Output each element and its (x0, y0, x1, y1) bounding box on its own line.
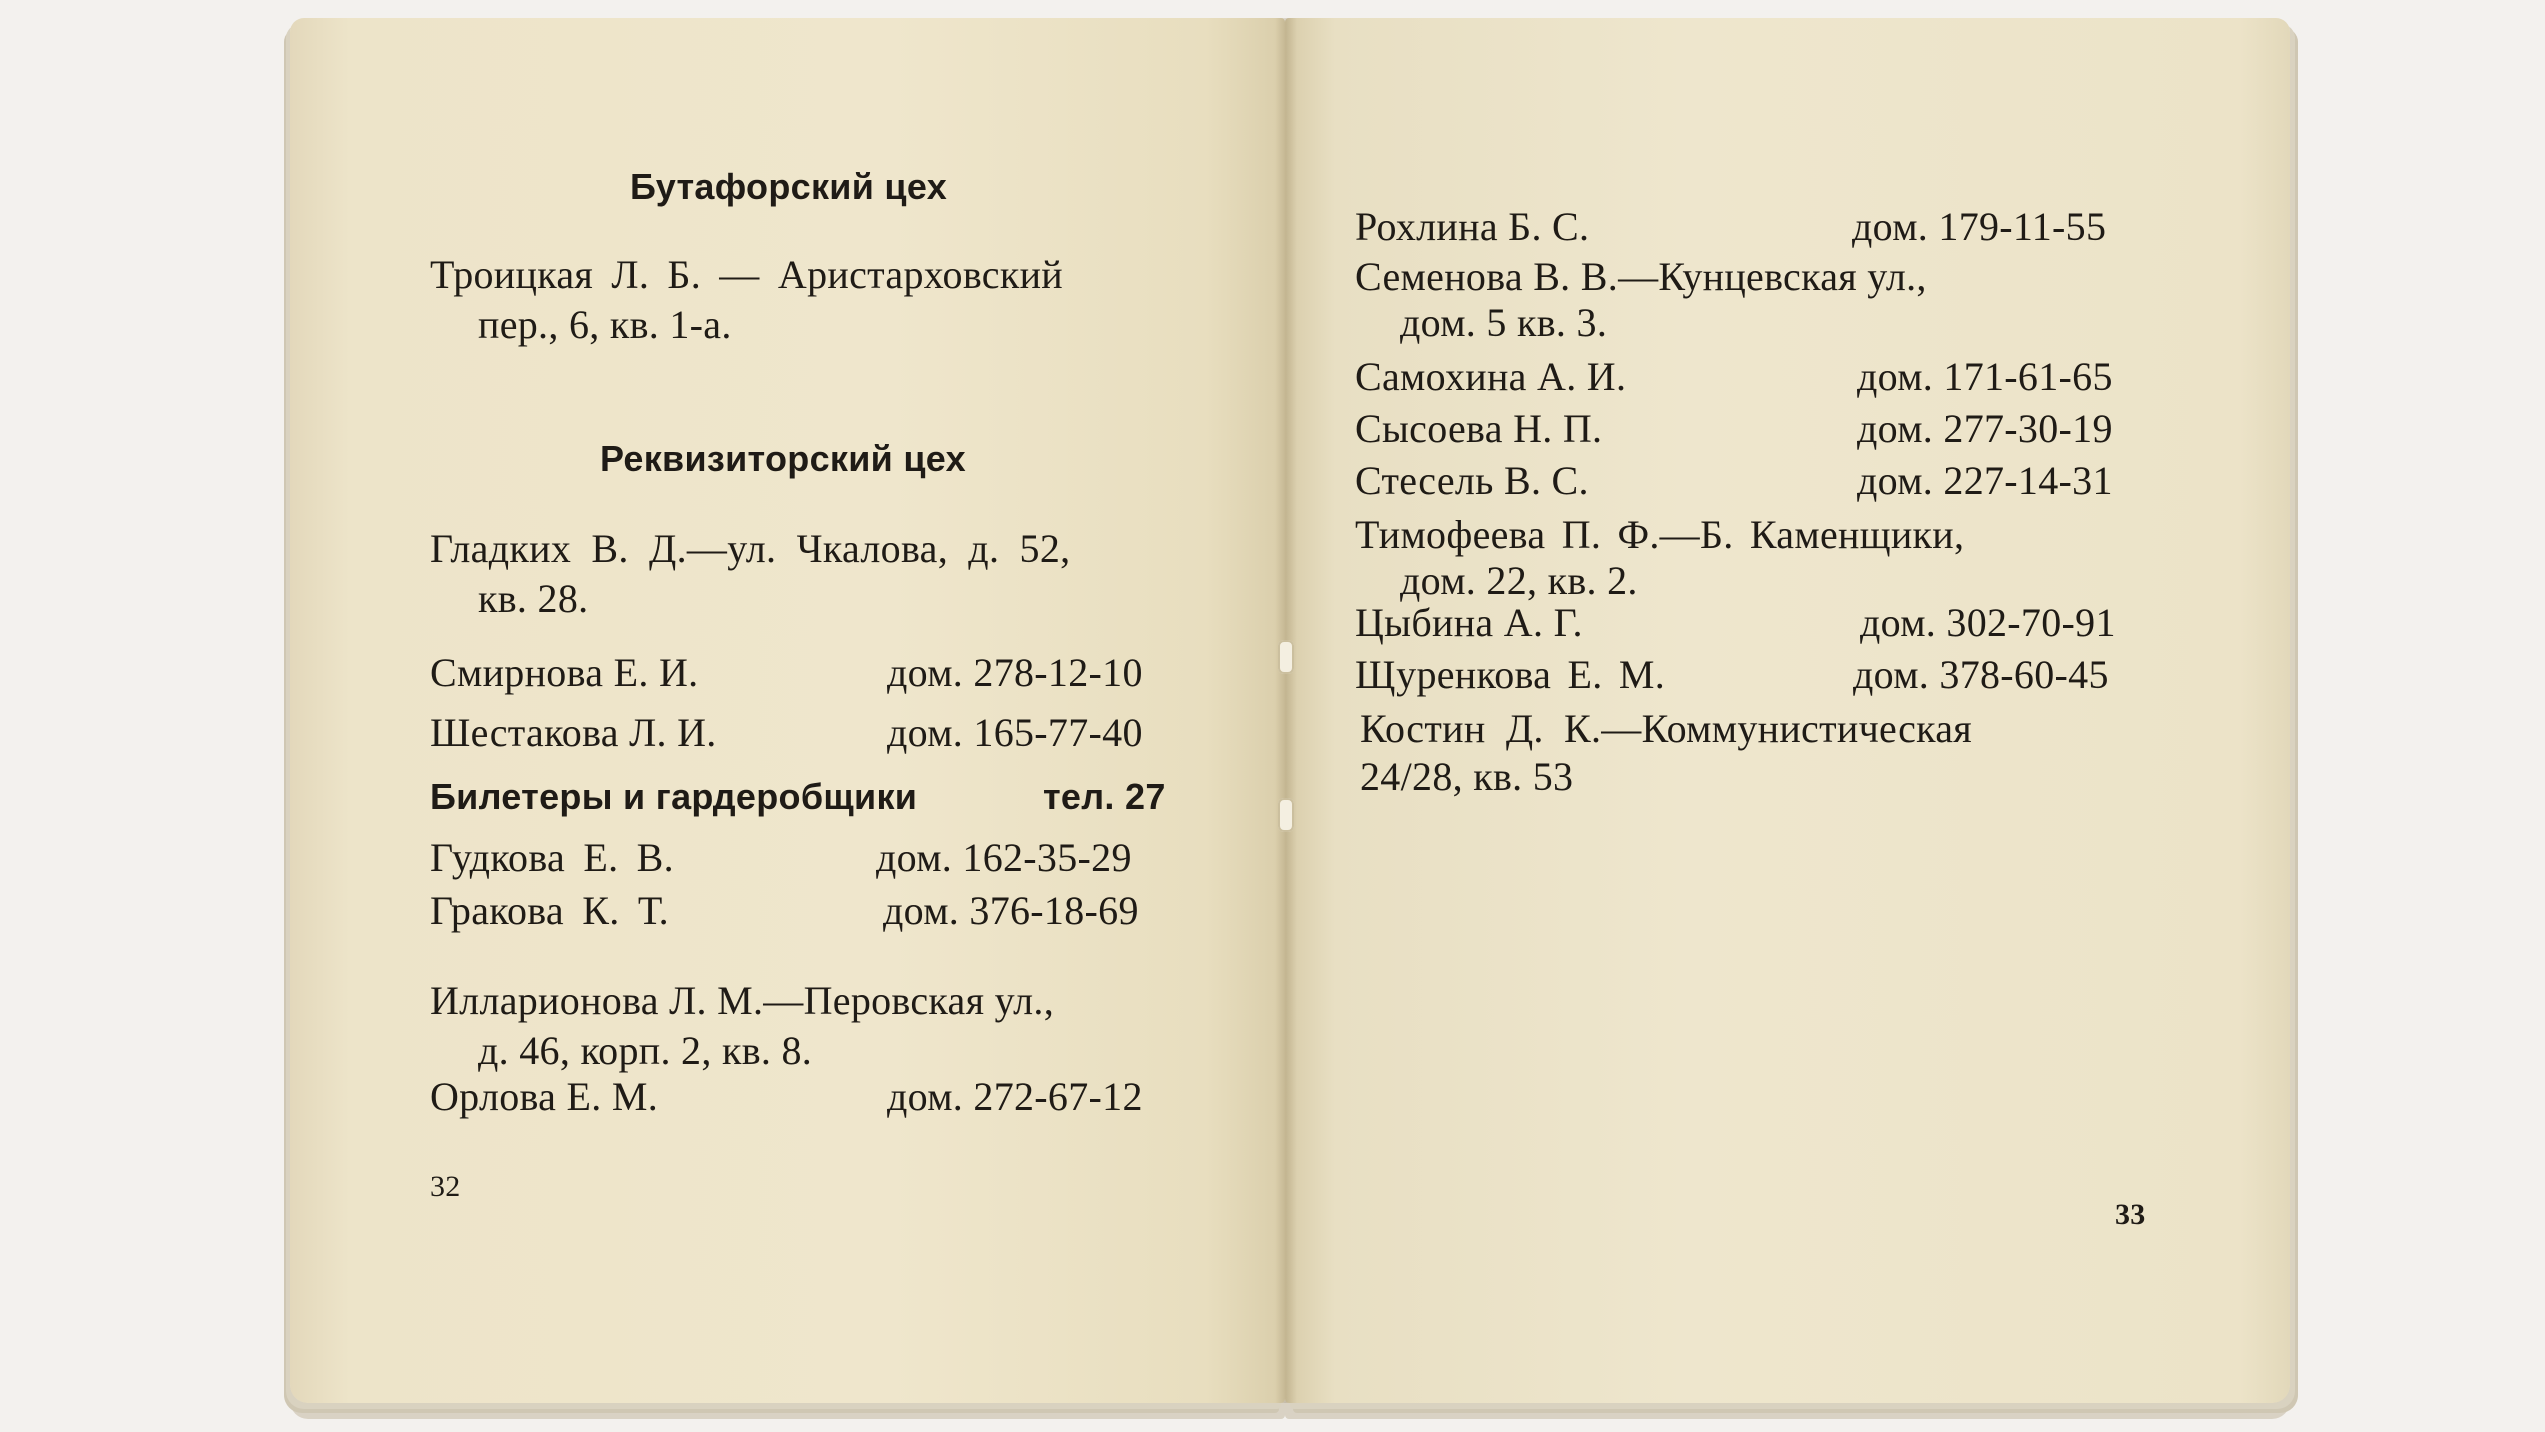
booklet-spine (1275, 18, 1297, 1403)
entry-name: Рохлина Б. С. (1355, 204, 1590, 249)
section-heading-ushers-phone: тел. 27 (1043, 776, 1166, 817)
entry-name: Стесель В. С. (1355, 458, 1589, 503)
entry-phone: дом. 165-77-40 (887, 710, 1143, 755)
page-number: 32 (430, 1170, 461, 1203)
entry-name: Тимофеева П. Ф.—Б. Каменщики, (1355, 512, 1965, 557)
entry-name: Самохина А. И. (1355, 354, 1627, 399)
entry-name: Орлова Е. М. (430, 1074, 659, 1119)
entry-name: Гракова К. Т. (430, 888, 669, 933)
entry-continuation: д. 46, корп. 2, кв. 8. (478, 1028, 813, 1073)
entry-phone: дом. 272-67-12 (887, 1074, 1143, 1119)
page-number: 33 (2115, 1198, 2146, 1231)
entry-phone: дом. 227-14-31 (1857, 458, 2113, 503)
entry-name: Гладких В. Д.—ул. Чкалова, д. 52, (430, 526, 1071, 571)
section-heading-ushers: Билетеры и гардеробщики (430, 776, 918, 817)
entry-phone: дом. 302-70-91 (1860, 600, 2116, 645)
left-page (290, 18, 1285, 1403)
entry-continuation: кв. 28. (478, 576, 589, 621)
entry-phone: дом. 171-61-65 (1857, 354, 2113, 399)
entry-phone: дом. 179-11-55 (1852, 204, 2107, 249)
section-heading-props: Бутафорский цех (630, 166, 948, 207)
entry-continuation: дом. 22, кв. 2. (1400, 558, 1638, 603)
entry-continuation: дом. 5 кв. 3. (1400, 300, 1608, 345)
entry-name: Смирнова Е. И. (430, 650, 699, 695)
entry-name: Щуренкова Е. М. (1355, 652, 1666, 697)
entry-name: Шестакова Л. И. (430, 710, 717, 755)
staple (1278, 798, 1294, 832)
entry-continuation: пер., 6, кв. 1-а. (478, 302, 732, 347)
entry-phone: дом. 278-12-10 (887, 650, 1143, 695)
staple (1278, 640, 1294, 674)
entry-phone: дом. 162-35-29 (876, 835, 1132, 880)
entry-name: Цыбина А. Г. (1355, 600, 1583, 645)
entry-name: Семенова В. В.—Кунцевская ул., (1355, 254, 1927, 299)
right-page (1285, 18, 2290, 1403)
entry-phone: дом. 277-30-19 (1857, 406, 2113, 451)
entry-continuation: 24/28, кв. 53 (1360, 754, 1574, 799)
section-heading-rekv: Реквизиторский цех (600, 438, 966, 479)
entry-phone: дом. 378-60-45 (1853, 652, 2109, 697)
entry-phone: дом. 376-18-69 (883, 888, 1139, 933)
entry-name: Костин Д. К.—Коммунистическая (1360, 706, 1973, 751)
entry-name: Илларионова Л. М.—Перовская ул., (430, 978, 1055, 1023)
entry-name: Троицкая Л. Б. — Аристарховский (430, 252, 1063, 297)
open-booklet (290, 18, 2290, 1403)
entry-name: Гудкова Е. В. (430, 835, 674, 880)
entry-name: Сысоева Н. П. (1355, 406, 1603, 451)
